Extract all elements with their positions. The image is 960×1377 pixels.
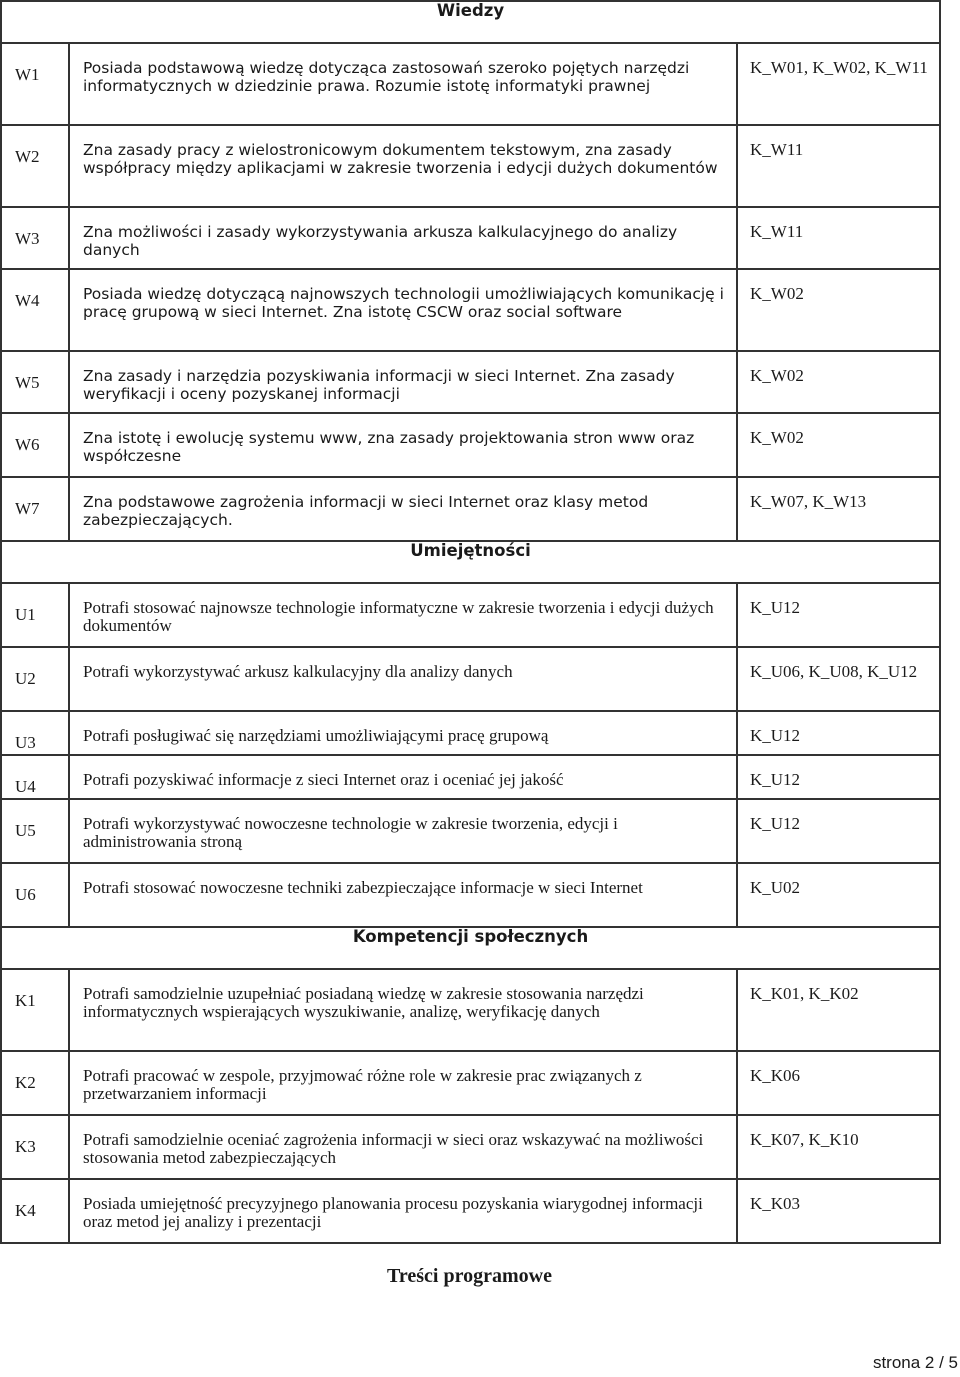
table-row bbox=[1, 1179, 940, 1243]
outcome-reference: K_W07, K_W13 bbox=[737, 477, 940, 541]
table-row bbox=[1, 711, 940, 755]
table-row bbox=[1, 125, 940, 207]
table-row bbox=[1, 863, 940, 927]
table-row bbox=[1, 799, 940, 863]
outcome-reference: K_W02 bbox=[737, 351, 940, 413]
table-row bbox=[1, 647, 940, 711]
table-row bbox=[1, 207, 940, 269]
section-header-row bbox=[1, 541, 940, 583]
section-header-wiedzy: Wiedzy bbox=[1, 1, 940, 43]
outcome-description: Zna zasady i narzędzia pozyskiwania informacji w sieci Internet. Zna zasady weryfikacji i oceny pozyskanej informacji bbox=[69, 351, 737, 413]
outcome-description: Zna możliwości i zasady wykorzystywania arkusza kalkulacyjnego do analizy danych bbox=[69, 207, 737, 269]
table-row bbox=[1, 269, 940, 351]
table-row bbox=[1, 43, 940, 125]
outcome-description: Potrafi stosować najnowsze technologie informatyczne w zakresie tworzenia i edycji dużych dokumentów bbox=[69, 583, 737, 647]
outcome-reference: K_U12 bbox=[737, 755, 940, 799]
section-header-row bbox=[1, 1, 940, 43]
outcome-description: Posiada umiejętność precyzyjnego planowania procesu pozyskania wiarygodnej informacji oraz metod jej analizy i prezentacji bbox=[69, 1179, 737, 1243]
section-header-umiejetnosci: Umiejętności bbox=[1, 541, 940, 583]
outcome-code: W5 bbox=[1, 351, 69, 413]
outcome-code: K2 bbox=[1, 1051, 69, 1115]
outcome-code: W3 bbox=[1, 207, 69, 269]
outcome-reference: K_W11 bbox=[737, 125, 940, 207]
outcome-reference: K_W11 bbox=[737, 207, 940, 269]
table-row bbox=[1, 477, 940, 541]
outcome-description: Potrafi wykorzystywać nowoczesne technologie w zakresie tworzenia, edycji i administrowania stroną bbox=[69, 799, 737, 863]
outcome-reference: K_K01, K_K02 bbox=[737, 969, 940, 1051]
outcome-description: Potrafi pozyskiwać informacje z sieci Internet oraz i oceniać jej jakość bbox=[69, 755, 737, 799]
outcome-description: Zna istotę i ewolucję systemu www, zna zasady projektowania stron www oraz współczesne bbox=[69, 413, 737, 477]
outcome-description: Potrafi wykorzystywać arkusz kalkulacyjny dla analizy danych bbox=[69, 647, 737, 711]
section-title: Treści programowe bbox=[387, 1265, 552, 1287]
table-row bbox=[1, 351, 940, 413]
outcome-code: W6 bbox=[1, 413, 69, 477]
outcome-reference: K_K07, K_K10 bbox=[737, 1115, 940, 1179]
outcome-reference: K_W02 bbox=[737, 413, 940, 477]
outcome-description: Posiada wiedzę dotyczącą najnowszych technologii umożliwiających komunikację i pracę grupową w sieci Internet. Zna istotę CSCW oraz social software bbox=[69, 269, 737, 351]
table-row bbox=[1, 413, 940, 477]
table-row bbox=[1, 1051, 940, 1115]
outcome-reference: K_U12 bbox=[737, 711, 940, 755]
section-header-kompetencje: Kompetencji społecznych bbox=[1, 927, 940, 969]
outcome-description: Potrafi stosować nowoczesne techniki zabezpieczające informacje w sieci Internet bbox=[69, 863, 737, 927]
outcome-code: W2 bbox=[1, 125, 69, 207]
outcome-code: U3 bbox=[1, 711, 69, 755]
outcome-reference: K_K06 bbox=[737, 1051, 940, 1115]
table-row bbox=[1, 969, 940, 1051]
table-row bbox=[1, 1115, 940, 1179]
outcome-code: W7 bbox=[1, 477, 69, 541]
page-number: strona 2 / 5 bbox=[872, 1353, 958, 1372]
outcome-reference: K_U12 bbox=[737, 799, 940, 863]
outcome-description: Potrafi samodzielnie uzupełniać posiadaną wiedzę w zakresie stosowania narzędzi informatycznych wspierających wyszukiwanie, analizę, weryfikację danych bbox=[69, 969, 737, 1051]
outcome-reference: K_W01, K_W02, K_W11 bbox=[737, 43, 940, 125]
section-header-row bbox=[1, 927, 940, 969]
outcome-description: Zna zasady pracy z wielostronicowym dokumentem tekstowym, zna zasady współpracy między aplikacjami w zakresie tworzenia i edycji dużych dokumentów bbox=[69, 125, 737, 207]
table-row bbox=[1, 755, 940, 799]
outcome-code: W4 bbox=[1, 269, 69, 351]
outcome-code: U6 bbox=[1, 863, 69, 927]
outcome-code: W1 bbox=[1, 43, 69, 125]
outcome-code: K4 bbox=[1, 1179, 69, 1243]
outcome-code: K3 bbox=[1, 1115, 69, 1179]
outcome-code: K1 bbox=[1, 969, 69, 1051]
outcome-reference: K_K03 bbox=[737, 1179, 940, 1243]
outcome-description: Potrafi posługiwać się narzędziami umożliwiającymi pracę grupową bbox=[69, 711, 737, 755]
outcome-description: Potrafi pracować w zespole, przyjmować różne role w zakresie prac związanych z przetwarzaniem informacji bbox=[69, 1051, 737, 1115]
outcome-code: U1 bbox=[1, 583, 69, 647]
outcome-description: Zna podstawowe zagrożenia informacji w sieci Internet oraz klasy metod zabezpieczających. bbox=[69, 477, 737, 541]
outcome-reference: K_W02 bbox=[737, 269, 940, 351]
outcome-reference: K_U12 bbox=[737, 583, 940, 647]
outcome-reference: K_U06, K_U08, K_U12 bbox=[737, 647, 940, 711]
outcome-code: U5 bbox=[1, 799, 69, 863]
outcome-code: U4 bbox=[1, 755, 69, 799]
outcome-reference: K_U02 bbox=[737, 863, 940, 927]
outcome-description: Posiada podstawową wiedzę dotycząca zastosowań szeroko pojętych narzędzi informatycznych w dziedzinie prawa. Rozumie istotę informatyki prawnej bbox=[69, 43, 737, 125]
table-row bbox=[1, 583, 940, 647]
outcome-code: U2 bbox=[1, 647, 69, 711]
outcome-description: Potrafi samodzielnie oceniać zagrożenia informacji w sieci oraz wskazywać na możliwości stosowania metod zabezpieczających bbox=[69, 1115, 737, 1179]
